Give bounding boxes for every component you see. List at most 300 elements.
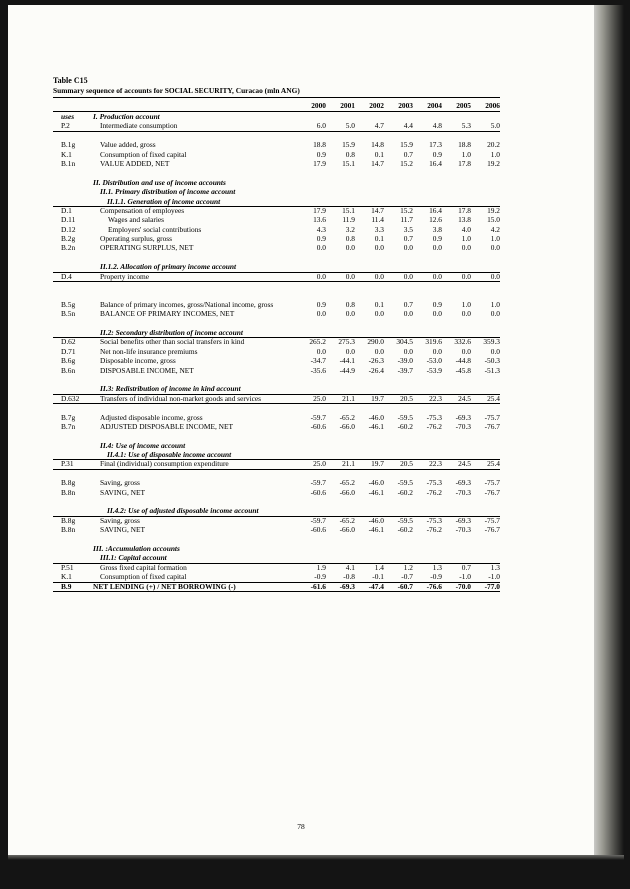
row-value: -50.3 — [484, 356, 500, 366]
row-value: 0.0 — [316, 243, 326, 253]
row-value: 25.4 — [487, 459, 500, 469]
row-label: Disposable income, gross — [100, 356, 176, 366]
row-value: 1.0 — [490, 234, 500, 244]
row-value: -0.7 — [401, 572, 413, 582]
row-value: 4.4 — [403, 121, 413, 131]
row-value: 1.9 — [316, 562, 326, 572]
table-row — [53, 516, 500, 525]
section-heading-label: I. Production account — [93, 112, 160, 121]
row-value: 5.0 — [490, 121, 500, 131]
row-code: B.8g — [61, 478, 76, 488]
row-label: Consumption of fixed capital — [100, 572, 187, 582]
table-row — [53, 225, 500, 234]
row-value: -0.9 — [314, 572, 326, 582]
row-value: -39.7 — [397, 365, 413, 375]
row-label: NET LENDING (+) / NET BORROWING (-) — [93, 581, 236, 591]
row-value: 0.0 — [490, 271, 500, 281]
row-label: Saving, gross — [100, 515, 140, 525]
section-heading-label: III. :Accumulation accounts — [93, 543, 180, 553]
row-value: 16.4 — [429, 158, 442, 168]
row-value: -60.2 — [397, 421, 413, 431]
row-value: 0.7 — [403, 234, 413, 244]
row-code: uses — [61, 112, 75, 121]
row-value: -75.7 — [484, 412, 500, 422]
table-row — [53, 234, 500, 243]
table-row — [53, 478, 500, 487]
section-heading-label: II.2: Secondary distribution of income account — [100, 327, 243, 337]
row-code: P.2 — [61, 121, 70, 131]
row-value: -76.7 — [484, 487, 500, 497]
table-row — [53, 563, 500, 572]
table-row — [53, 272, 500, 281]
row-value: 20.2 — [487, 140, 500, 150]
row-value: -34.7 — [310, 356, 326, 366]
row-code — [53, 506, 93, 515]
row-value: 3.2 — [345, 224, 355, 234]
row-value: 15.0 — [487, 215, 500, 225]
spacer-row — [53, 497, 500, 506]
row-value: 25.0 — [313, 393, 326, 403]
section-heading-row — [53, 328, 500, 337]
table-row — [53, 572, 500, 581]
row-value: 3.8 — [432, 224, 442, 234]
year-column-header: 2006 — [485, 101, 500, 110]
row-value: 332.6 — [454, 337, 471, 347]
row-value: 17.9 — [313, 205, 326, 215]
row-value: -59.5 — [397, 412, 413, 422]
row-value: 18.8 — [458, 140, 471, 150]
row-value: 3.5 — [403, 224, 413, 234]
row-label: Final (individual) consumption expenditure — [100, 459, 229, 469]
table-row — [53, 525, 500, 534]
row-value: -65.2 — [339, 412, 355, 422]
row-value: -26.3 — [368, 356, 384, 366]
row-label: Compensation of employees — [100, 205, 185, 215]
row-code: B.8n — [61, 525, 76, 535]
years-header-spacer-code — [53, 101, 93, 111]
row-value: -60.6 — [310, 421, 326, 431]
row-value: 0.9 — [432, 234, 442, 244]
row-code: B.8g — [61, 515, 76, 525]
row-value: 14.7 — [371, 158, 384, 168]
row-value: 1.3 — [490, 562, 500, 572]
row-value: 25.0 — [313, 459, 326, 469]
row-value: 11.9 — [342, 215, 355, 225]
row-value: 0.0 — [490, 243, 500, 253]
row-value: 19.7 — [371, 459, 384, 469]
row-value: -59.7 — [310, 412, 326, 422]
table-row — [53, 215, 500, 224]
row-code — [53, 178, 93, 187]
section-heading-label: II.4: Use of income account — [100, 440, 186, 450]
row-label: Balance of primary incomes, gross/National income, gross — [100, 299, 274, 309]
table-row — [53, 159, 500, 168]
row-value: -60.2 — [397, 525, 413, 535]
years-header-spacer-label — [93, 101, 297, 111]
row-value: 0.0 — [461, 243, 471, 253]
row-value: -47.4 — [368, 581, 384, 591]
spacer-row — [53, 469, 500, 478]
section-heading-row — [53, 384, 500, 393]
year-column-header: 2005 — [456, 101, 471, 110]
row-value: -69.3 — [455, 515, 471, 525]
table-row — [53, 121, 500, 130]
row-code: D.4 — [61, 271, 72, 281]
row-label: Net non-life insurance premiums — [100, 346, 198, 356]
row-value: -75.3 — [426, 412, 442, 422]
row-value: -76.2 — [426, 421, 442, 431]
row-value: 0.9 — [316, 234, 326, 244]
table-row — [53, 459, 500, 468]
row-label: Property income — [100, 271, 150, 281]
page-bottom-shadow — [8, 855, 624, 860]
row-value: -26.4 — [368, 365, 384, 375]
row-value: -44.8 — [455, 356, 471, 366]
row-code: D.11 — [61, 215, 76, 225]
row-value: -46.1 — [368, 525, 384, 535]
row-value: -65.2 — [339, 478, 355, 488]
book-spine-gradient — [594, 5, 624, 855]
row-code — [53, 197, 93, 206]
row-code: D.71 — [61, 346, 76, 356]
row-value: -53.0 — [426, 356, 442, 366]
row-value: 17.8 — [458, 205, 471, 215]
row-value: 21.1 — [342, 393, 355, 403]
row-value: 0.7 — [461, 562, 471, 572]
row-value: 0.1 — [374, 149, 384, 159]
row-value: 24.5 — [458, 459, 471, 469]
row-value: 25.4 — [487, 393, 500, 403]
section-heading-label: II. Distribution and use of income accounts — [93, 177, 226, 187]
row-value: 19.2 — [487, 205, 500, 215]
row-value: 0.8 — [345, 149, 355, 159]
section-heading-label: II.1.1. Generation of income account — [107, 196, 221, 206]
row-value: 13.8 — [458, 215, 471, 225]
row-value: 1.0 — [461, 234, 471, 244]
row-value: 11.4 — [371, 215, 384, 225]
row-code: D.632 — [61, 393, 80, 403]
row-label: ADJUSTED DISPOSABLE INCOME, NET — [100, 421, 234, 431]
row-label: Gross fixed capital formation — [100, 562, 187, 572]
row-code — [53, 187, 93, 196]
row-code: P.31 — [61, 459, 74, 469]
row-value: 0.0 — [432, 271, 442, 281]
table-row — [53, 206, 500, 215]
table-title: Table C15 — [53, 76, 88, 85]
row-code — [53, 328, 93, 337]
table-row — [53, 347, 500, 356]
row-value: -44.1 — [339, 356, 355, 366]
row-value: -59.7 — [310, 515, 326, 525]
row-value: -0.1 — [372, 572, 384, 582]
row-code: K.1 — [61, 149, 72, 159]
row-value: 0.7 — [403, 149, 413, 159]
row-value: 0.0 — [490, 309, 500, 319]
section-heading-label: II.1.2. Allocation of primary income account — [100, 262, 237, 272]
row-value: 359.3 — [483, 337, 500, 347]
row-value: -46.1 — [368, 487, 384, 497]
row-value: 14.8 — [371, 140, 384, 150]
spacer-row — [53, 168, 500, 177]
row-code: B.1n — [61, 158, 76, 168]
row-value: 17.9 — [313, 158, 326, 168]
row-label: Wages and salaries — [108, 215, 165, 225]
row-label: Employers' social contributions — [108, 224, 202, 234]
document-page — [8, 5, 594, 855]
year-column-header: 2002 — [369, 101, 384, 110]
table-row — [53, 394, 500, 403]
section-heading-label: III.1: Capital account — [100, 553, 167, 563]
row-code: K.1 — [61, 572, 72, 582]
table-row — [53, 150, 500, 159]
table-row — [53, 356, 500, 365]
year-column-header: 2004 — [427, 101, 442, 110]
spacer-row — [53, 535, 500, 544]
row-value: -70.3 — [455, 421, 471, 431]
row-value: 0.0 — [490, 346, 500, 356]
row-value: -66.0 — [339, 525, 355, 535]
table-row — [53, 366, 500, 375]
section-heading-row — [53, 441, 500, 450]
row-code: D.1 — [61, 205, 72, 215]
row-value: -76.7 — [484, 421, 500, 431]
table-row — [53, 422, 500, 431]
row-value: 1.4 — [374, 562, 384, 572]
row-value: -60.6 — [310, 525, 326, 535]
row-code — [53, 450, 93, 459]
section-heading-row — [53, 450, 500, 459]
row-value: 4.8 — [432, 121, 442, 131]
row-value: 1.0 — [490, 149, 500, 159]
row-code — [53, 262, 93, 271]
row-code: D.12 — [61, 224, 76, 234]
section-heading-row — [53, 112, 500, 121]
row-value: -77.0 — [484, 581, 500, 591]
row-value: 1.2 — [403, 562, 413, 572]
row-value: 3.3 — [374, 224, 384, 234]
row-value: -61.6 — [310, 581, 326, 591]
row-value: -1.0 — [488, 572, 500, 582]
row-value: -69.3 — [339, 581, 355, 591]
row-value: 0.0 — [403, 346, 413, 356]
row-value: 275.3 — [338, 337, 355, 347]
row-code — [53, 544, 93, 553]
row-value: 18.8 — [313, 140, 326, 150]
row-value: -66.0 — [339, 421, 355, 431]
row-value: -44.9 — [339, 365, 355, 375]
row-value: 15.2 — [400, 205, 413, 215]
row-value: 265.2 — [309, 337, 326, 347]
row-value: 22.3 — [429, 459, 442, 469]
spacer-row — [53, 290, 500, 299]
row-value: 0.0 — [345, 346, 355, 356]
row-value: 17.8 — [458, 158, 471, 168]
section-heading-row — [53, 553, 500, 562]
table-row — [53, 243, 500, 252]
row-value: 319.6 — [425, 337, 442, 347]
section-heading-row — [53, 197, 500, 206]
row-value: 1.3 — [432, 562, 442, 572]
accounts-table-rows — [53, 112, 500, 591]
table-row — [53, 488, 500, 497]
spacer-row — [53, 131, 500, 140]
row-value: -0.9 — [430, 572, 442, 582]
row-value: 19.7 — [371, 393, 384, 403]
row-label: DISPOSABLE INCOME, NET — [100, 365, 194, 375]
row-value: 1.0 — [461, 149, 471, 159]
row-label: Intermediate consumption — [100, 121, 178, 131]
row-value: -69.3 — [455, 412, 471, 422]
row-value: -46.0 — [368, 515, 384, 525]
row-value: 1.0 — [461, 299, 471, 309]
row-value: 0.0 — [316, 309, 326, 319]
row-label: SAVING, NET — [100, 487, 146, 497]
row-code: B.6n — [61, 365, 76, 375]
spacer-row — [53, 375, 500, 384]
row-value: 0.0 — [403, 309, 413, 319]
row-value: 21.1 — [342, 459, 355, 469]
row-code: B.2g — [61, 234, 76, 244]
row-value: 15.9 — [400, 140, 413, 150]
row-value: 12.6 — [429, 215, 442, 225]
row-code: B.8n — [61, 487, 76, 497]
row-value: -59.7 — [310, 478, 326, 488]
row-value: 16.4 — [429, 205, 442, 215]
row-value: 304.5 — [396, 337, 413, 347]
row-code: D.62 — [61, 337, 76, 347]
row-value: 290.0 — [367, 337, 384, 347]
table-row — [53, 309, 500, 318]
row-value: -65.2 — [339, 515, 355, 525]
page-number: 78 — [297, 822, 305, 831]
spacer-row — [53, 253, 500, 262]
table-row — [53, 337, 500, 346]
section-heading-row — [53, 544, 500, 553]
spacer-row — [53, 431, 500, 440]
row-label: Operating surplus, gross — [100, 234, 173, 244]
row-value: -51.3 — [484, 365, 500, 375]
row-label: Consumption of fixed capital — [100, 149, 187, 159]
section-heading-label: II.3: Redistribution of income in kind account — [100, 384, 241, 394]
row-value: 17.3 — [429, 140, 442, 150]
row-value: 20.5 — [400, 459, 413, 469]
row-value: -75.3 — [426, 478, 442, 488]
row-value: 19.2 — [487, 158, 500, 168]
row-value: 22.3 — [429, 393, 442, 403]
row-value: -60.6 — [310, 487, 326, 497]
row-value: -75.3 — [426, 515, 442, 525]
row-value: 0.9 — [432, 299, 442, 309]
row-value: 0.9 — [432, 149, 442, 159]
row-value: 0.0 — [374, 309, 384, 319]
row-code: B.1g — [61, 140, 76, 150]
row-value: -75.7 — [484, 515, 500, 525]
table-row — [53, 582, 500, 591]
row-code: B.6g — [61, 356, 76, 366]
row-value: -70.0 — [455, 581, 471, 591]
row-label: OPERATING SURPLUS, NET — [100, 243, 194, 253]
row-value: 4.3 — [316, 224, 326, 234]
row-value: 0.0 — [432, 346, 442, 356]
row-label: Saving, gross — [100, 478, 140, 488]
row-code: B.5n — [61, 309, 76, 319]
row-label: BALANCE OF PRIMARY INCOMES, NET — [100, 309, 235, 319]
table-row — [53, 300, 500, 309]
row-value: -46.0 — [368, 478, 384, 488]
section-heading-row — [53, 187, 500, 196]
row-value: 24.5 — [458, 393, 471, 403]
row-value: 0.0 — [461, 271, 471, 281]
row-code: B.9 — [61, 581, 72, 591]
row-value: -39.0 — [397, 356, 413, 366]
row-value: -45.8 — [455, 365, 471, 375]
row-value: 0.0 — [374, 243, 384, 253]
row-value: 0.0 — [432, 309, 442, 319]
spacer-row — [53, 403, 500, 412]
spacer-row — [53, 281, 500, 290]
section-heading-row — [53, 262, 500, 271]
row-value: -76.6 — [426, 581, 442, 591]
row-value: 0.1 — [374, 299, 384, 309]
row-label: Transfers of individual non-market goods and services — [100, 393, 262, 403]
row-value: 15.1 — [342, 158, 355, 168]
table-c15 — [53, 75, 500, 591]
row-value: 15.9 — [342, 140, 355, 150]
row-label: VALUE ADDED, NET — [100, 158, 170, 168]
row-value: 4.7 — [374, 121, 384, 131]
row-label: Adjusted disposable income, gross — [100, 412, 203, 422]
row-value: -46.0 — [368, 412, 384, 422]
row-code: B.7g — [61, 412, 76, 422]
row-value: -76.7 — [484, 525, 500, 535]
row-code: B.2n — [61, 243, 76, 253]
row-label: Value added, gross — [100, 140, 156, 150]
row-code — [53, 441, 93, 450]
row-value: 0.0 — [432, 243, 442, 253]
year-column-header: 2003 — [398, 101, 413, 110]
years-header-row — [53, 98, 500, 112]
row-code: B.5g — [61, 299, 76, 309]
row-value: 4.1 — [345, 562, 355, 572]
row-value: -69.3 — [455, 478, 471, 488]
row-code — [53, 553, 93, 562]
row-code: B.7n — [61, 421, 76, 431]
row-value: 14.7 — [371, 205, 384, 215]
row-value: 0.0 — [403, 243, 413, 253]
row-code — [53, 384, 93, 393]
row-value: 0.9 — [316, 149, 326, 159]
row-value: -70.3 — [455, 525, 471, 535]
row-value: 0.0 — [316, 271, 326, 281]
row-value: 0.0 — [345, 243, 355, 253]
row-value: 5.0 — [345, 121, 355, 131]
row-value: 0.0 — [345, 271, 355, 281]
row-value: -59.5 — [397, 478, 413, 488]
row-value: 0.0 — [403, 271, 413, 281]
row-value: 20.5 — [400, 393, 413, 403]
row-value: -35.6 — [310, 365, 326, 375]
section-heading-label: II.1. Primary distribution of income account — [100, 187, 236, 197]
row-value: -1.0 — [459, 572, 471, 582]
section-heading-row — [53, 506, 500, 515]
section-heading-label: II.4.1: Use of disposable income account — [107, 450, 232, 460]
year-column-header: 2000 — [311, 101, 326, 110]
row-value: 11.7 — [400, 215, 413, 225]
row-code: P.51 — [61, 562, 74, 572]
row-value: -59.5 — [397, 515, 413, 525]
row-value: 0.0 — [461, 346, 471, 356]
table-subtitle: Summary sequence of accounts for SOCIAL SECURITY, Curacao (mln ANG) — [53, 86, 500, 98]
